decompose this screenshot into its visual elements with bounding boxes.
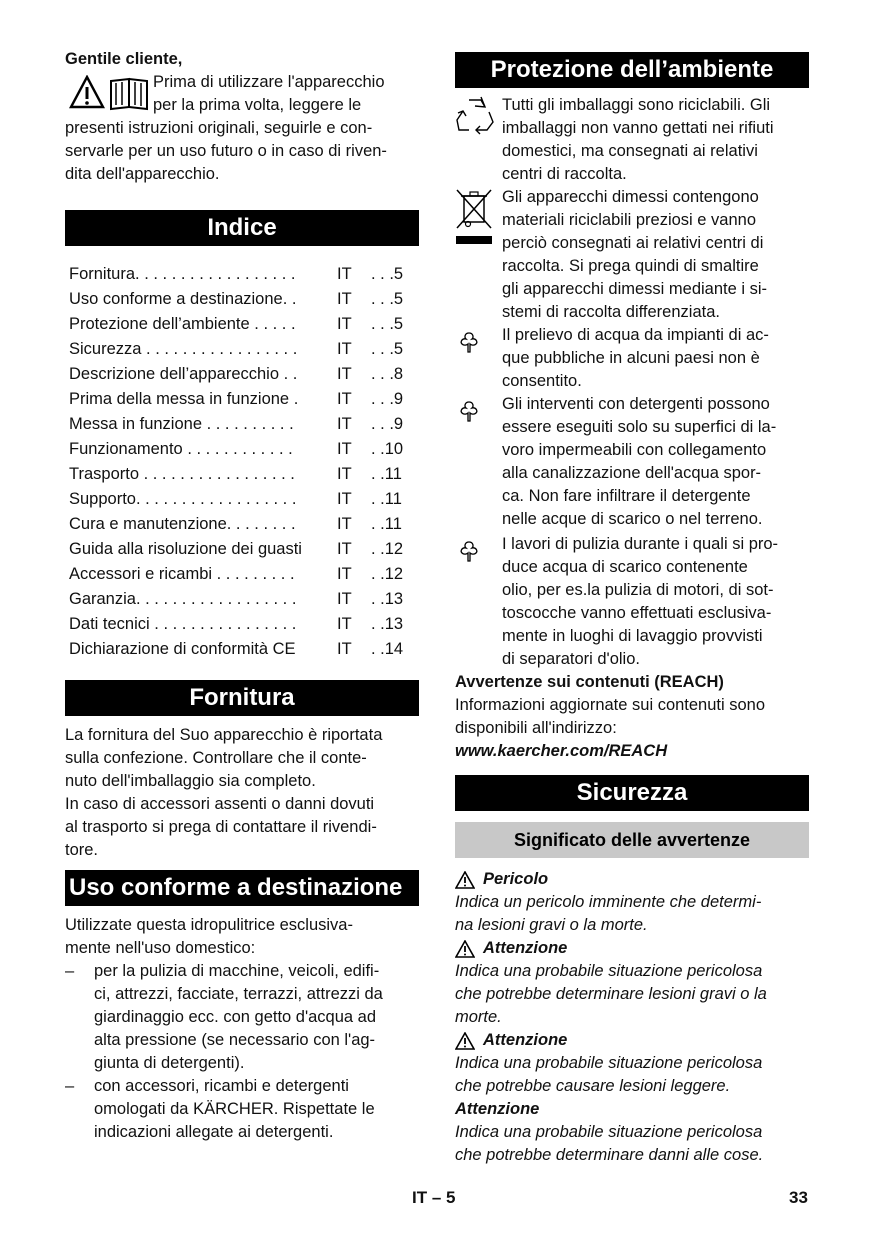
toc-title: Dati tecnici . . . . . . . . . . . . . . . . [69, 615, 297, 633]
toc-row [69, 362, 423, 387]
warning-line: che potrebbe causare lesioni leggere. [455, 1077, 731, 1095]
env-line: ca. Non fare infiltrare il detergente [502, 487, 751, 505]
leaf-icon [457, 399, 481, 425]
warning-block [455, 1098, 809, 1167]
footer-page-number: 33 [789, 1188, 808, 1207]
env-paragraph [455, 533, 809, 671]
toc-page: . .11 [371, 515, 402, 533]
list-item-line: per la pulizia di macchine, veicoli, edifi- [94, 962, 380, 980]
fornitura-line: La fornitura del Suo apparecchio è riportata [65, 726, 383, 744]
warning-title: Attenzione [455, 1100, 540, 1118]
toc-lang: IT [337, 465, 352, 483]
intro-line: Prima di utilizzare l'apparecchio [153, 73, 385, 91]
env-line: domestici, ma consegnati ai relativi [502, 142, 758, 160]
crossed-bin-icon [455, 188, 495, 248]
toc-page: . .11 [371, 465, 402, 483]
env-line: raccolta. Si prega quindi di smaltire [502, 257, 759, 275]
leaf-icon [457, 330, 481, 356]
toc-page: . . .5 [371, 315, 404, 333]
toc-row [69, 412, 423, 437]
warning-block [455, 937, 809, 1029]
toc-lang: IT [337, 390, 352, 408]
toc-title: Fornitura. . . . . . . . . . . . . . . . . . [69, 265, 296, 283]
toc-lang: IT [337, 565, 352, 583]
uso-heading: Uso conforme a destinazione [65, 870, 419, 906]
toc-title: Supporto. . . . . . . . . . . . . . . . . . [69, 490, 297, 508]
leaf-icon [457, 539, 481, 565]
warning-line: che potrebbe determinare lesioni gravi o la [455, 985, 767, 1003]
env-line: materiali riciclabili preziosi e vanno [502, 211, 757, 229]
warning-block [455, 1029, 809, 1098]
warning-title: Attenzione [483, 1031, 568, 1049]
warning-triangle-icon [455, 871, 475, 889]
toc-page: . .13 [371, 615, 404, 633]
toc-lang: IT [337, 590, 352, 608]
intro-line: servarle per un uso futuro o in caso di riven- [65, 142, 387, 160]
reach-line: disponibili all'indirizzo: [455, 719, 617, 737]
toc-row [69, 637, 423, 662]
toc-page: . . .5 [371, 265, 404, 283]
warning-line: che potrebbe determinare danni alle cose. [455, 1146, 764, 1164]
toc-page: . .11 [371, 490, 402, 508]
warning-block [455, 868, 809, 937]
left-column [65, 48, 419, 1144]
sicurezza-subheading: Significato delle avvertenze [455, 822, 809, 858]
toc-lang: IT [337, 515, 352, 533]
list-item [65, 960, 419, 1075]
warning-title: Pericolo [483, 870, 549, 888]
env-line: voro impermeabili con collegamento [502, 441, 767, 459]
toc-row [69, 587, 423, 612]
protezione-heading: Protezione dell’ambiente [455, 52, 809, 88]
env-paragraph [455, 94, 809, 186]
toc-lang: IT [337, 315, 352, 333]
toc-row [69, 512, 423, 537]
reach-title: Avvertenze sui contenuti (REACH) [455, 673, 724, 691]
toc-row [69, 537, 423, 562]
toc-page: . .13 [371, 590, 404, 608]
warning-manual-icon [69, 75, 151, 111]
warning-triangle-icon [455, 940, 475, 958]
toc-lang: IT [337, 265, 352, 283]
env-line: centri di raccolta. [502, 165, 627, 183]
intro-block [65, 71, 419, 186]
env-line: gli apparecchi dimessi mediante i si- [502, 280, 768, 298]
env-paragraph [455, 393, 809, 531]
toc-row [69, 462, 423, 487]
env-line: Gli interventi con detergenti possono [502, 395, 770, 413]
warning-line: morte. [455, 1008, 502, 1026]
fornitura-line: tore. [65, 841, 99, 859]
env-paragraph [455, 324, 809, 393]
fornitura-line: sulla confezione. Controllare che il conte- [65, 749, 367, 767]
env-line: consentito. [502, 372, 582, 390]
warning-triangle-icon [455, 1032, 475, 1050]
footer-lang-page: IT – 5 [412, 1188, 456, 1207]
env-line: perciò consegnati ai relativi centri di [502, 234, 764, 252]
warnings-list [455, 868, 809, 1167]
fornitura-line: nuto dell'imballaggio sia completo. [65, 772, 316, 790]
toc-page: . . .9 [371, 415, 404, 433]
fornitura-heading: Fornitura [65, 680, 419, 716]
warning-line: Indica una probabile situazione pericolosa [455, 1054, 763, 1072]
toc-row [69, 287, 423, 312]
toc-lang: IT [337, 290, 352, 308]
list-item-line: alta pressione (se necessario con l'ag- [94, 1031, 376, 1049]
toc-title: Uso conforme a destinazione. . [69, 290, 297, 308]
env-line: Gli apparecchi dimessi contengono [502, 188, 759, 206]
warning-line: Indica una probabile situazione pericolosa [455, 962, 763, 980]
intro-line: presenti istruzioni originali, seguirle e con- [65, 119, 373, 137]
toc-lang: IT [337, 440, 352, 458]
fornitura-text [65, 724, 419, 862]
intro-line: dita dell'apparecchio. [65, 165, 220, 183]
toc-row [69, 337, 423, 362]
toc-lang: IT [337, 415, 352, 433]
index-heading: Indice [65, 210, 419, 246]
warning-title: Attenzione [483, 939, 568, 957]
fornitura-line: In caso di accessori assenti o danni dovuti [65, 795, 375, 813]
dash-bullet: – [65, 1077, 75, 1095]
toc-page: . . .5 [371, 340, 404, 358]
env-paragraph [455, 186, 809, 324]
env-line: que pubbliche in alcuni paesi non è [502, 349, 760, 367]
env-line: Tutti gli imballaggi sono riciclabili. Gli [502, 96, 771, 114]
toc-title: Descrizione dell’apparecchio . . [69, 365, 298, 383]
toc-title: Trasporto . . . . . . . . . . . . . . . . . [69, 465, 295, 483]
warning-line: Indica un pericolo imminente che determi- [455, 893, 762, 911]
toc-lang: IT [337, 365, 352, 383]
protezione-body [455, 94, 809, 763]
env-line: alla canalizzazione dell'acqua spor- [502, 464, 762, 482]
toc-lang: IT [337, 340, 352, 358]
toc-row [69, 312, 423, 337]
toc-lang: IT [337, 540, 352, 558]
toc-row [69, 487, 423, 512]
toc-page: . . .5 [371, 290, 404, 308]
env-line: Il prelievo di acqua da impianti di ac- [502, 326, 769, 344]
list-item-line: giardinaggio ecc. con getto d'acqua ad [94, 1008, 377, 1026]
list-item-line: giunta di detergenti). [94, 1054, 245, 1072]
toc-lang: IT [337, 615, 352, 633]
toc-page: . .14 [371, 640, 404, 658]
toc-row [69, 612, 423, 637]
toc-title: Prima della messa in funzione . [69, 390, 299, 408]
right-column [455, 52, 809, 1167]
toc-title: Funzionamento . . . . . . . . . . . . [69, 440, 293, 458]
uso-intro-line: mente nell'uso domestico: [65, 939, 256, 957]
toc-title: Garanzia. . . . . . . . . . . . . . . . . . [69, 590, 297, 608]
recycle-icon [455, 96, 495, 136]
reach-url-link[interactable]: www.kaercher.com/REACH [455, 742, 668, 760]
warning-line: Indica una probabile situazione pericolosa [455, 1123, 763, 1141]
toc-page: . . .8 [371, 365, 404, 383]
env-line: mente in luoghi di lavaggio provvisti [502, 627, 763, 645]
toc-row [69, 562, 423, 587]
list-item-line: omologati da KÄRCHER. Rispettate le [94, 1100, 375, 1118]
env-line: I lavori di pulizia durante i quali si pro- [502, 535, 779, 553]
toc-lang: IT [337, 490, 352, 508]
env-line: di separatori d'olio. [502, 650, 640, 668]
env-line: essere eseguiti solo su superfici di la- [502, 418, 777, 436]
toc-title: Protezione dell’ambiente . . . . . [69, 315, 296, 333]
env-line: stemi di raccolta differenziata. [502, 303, 720, 321]
toc-title: Sicurezza . . . . . . . . . . . . . . . . . [69, 340, 298, 358]
list-item-line: con accessori, ricambi e detergenti [94, 1077, 349, 1095]
env-line: duce acqua di scarico contenente [502, 558, 748, 576]
toc-page: . .12 [371, 565, 404, 583]
toc-title: Accessori e ricambi . . . . . . . . . [69, 565, 295, 583]
toc-row [69, 262, 423, 287]
index-table [69, 262, 423, 662]
env-line: olio, per es.la pulizia di motori, di sot- [502, 581, 774, 599]
toc-title: Cura e manutenzione. . . . . . . . [69, 515, 296, 533]
sicurezza-heading: Sicurezza [455, 775, 809, 811]
intro-title: Gentile cliente, [65, 50, 183, 68]
toc-title: Dichiarazione di conformità CE [69, 640, 296, 658]
toc-title: Guida alla risoluzione dei guasti [69, 540, 302, 558]
toc-row [69, 437, 423, 462]
uso-text [65, 914, 419, 1144]
list-item-line: indicazioni allegate ai detergenti. [94, 1123, 334, 1141]
intro-line: per la prima volta, leggere le [153, 96, 362, 114]
env-line: imballaggi non vanno gettati nei rifiuti [502, 119, 774, 137]
warning-line: na lesioni gravi o la morte. [455, 916, 648, 934]
uso-intro-line: Utilizzate questa idropulitrice esclusiva- [65, 916, 353, 934]
toc-title: Messa in funzione . . . . . . . . . . [69, 415, 294, 433]
env-line: nelle acque di scarico o nel terreno. [502, 510, 763, 528]
reach-line: Informazioni aggiornate sui contenuti sono [455, 696, 766, 714]
toc-page: . .10 [371, 440, 404, 458]
toc-row [69, 387, 423, 412]
toc-page: . . .9 [371, 390, 404, 408]
toc-lang: IT [337, 640, 352, 658]
list-item-line: ci, attrezzi, facciate, terrazzi, attrezzi da [94, 985, 383, 1003]
env-line: toscocche vanno effettuati esclusiva- [502, 604, 772, 622]
fornitura-line: al trasporto si prega di contattare il rivendi- [65, 818, 377, 836]
dash-bullet: – [65, 962, 75, 980]
list-item [65, 1075, 419, 1144]
toc-page: . .12 [371, 540, 404, 558]
